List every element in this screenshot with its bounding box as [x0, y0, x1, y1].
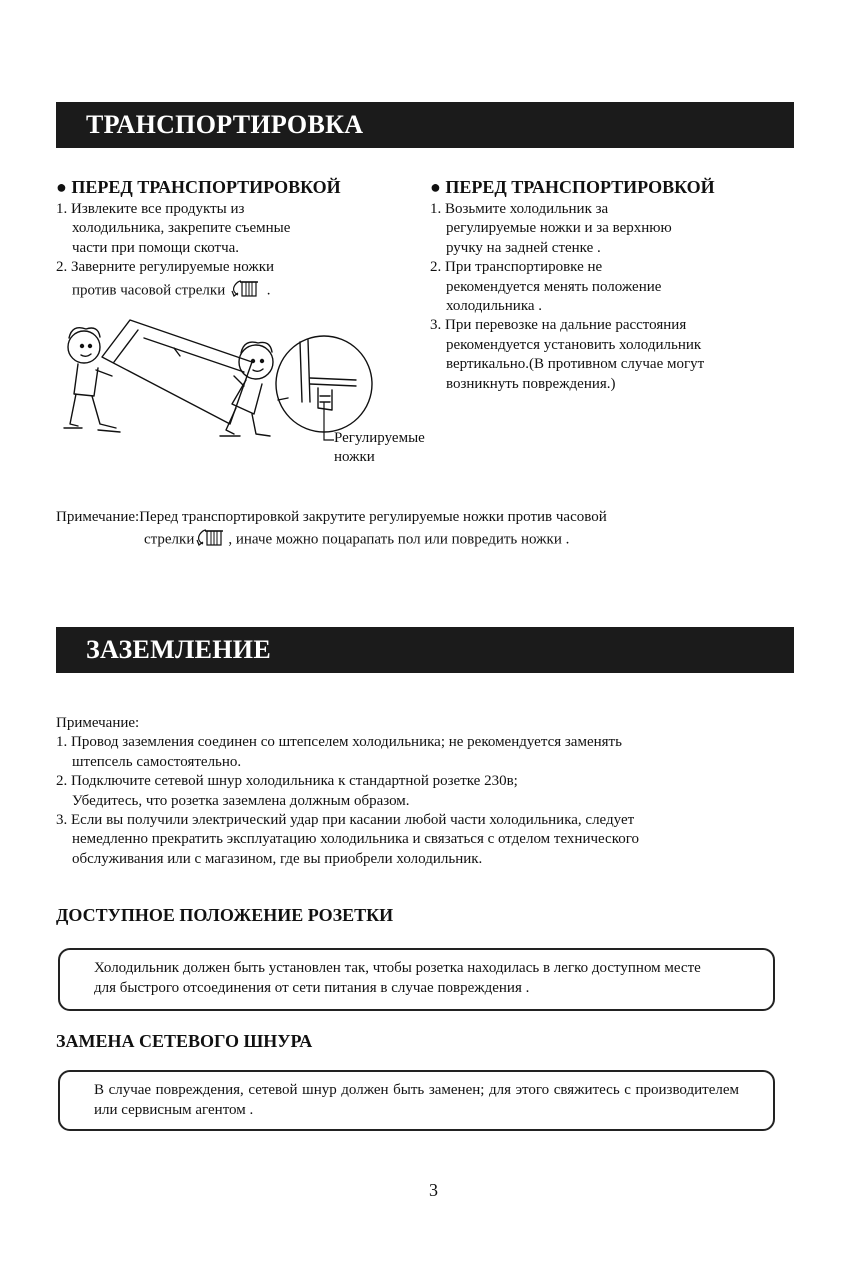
rotate-leg-counterclockwise-icon	[229, 278, 263, 304]
transport-note	[56, 508, 607, 554]
grounding-line: 1. Провод заземления соединен со штепселем холодильника; не рекомендуется заменять	[56, 734, 622, 751]
left-line: части при помощи скотча.	[72, 239, 240, 256]
grounding-text	[56, 714, 639, 869]
right-column-heading: ● ПЕРЕД ТРАНСПОРТИРОВКОЙ	[430, 177, 715, 197]
socket-info-box	[58, 948, 775, 1011]
grounding-title: ЗАЗЕМЛЕНИЕ	[86, 635, 271, 664]
transport-note-line: Примечание:Перед транспортировкой закрутите регулируемые ножки против часовой	[56, 509, 607, 525]
grounding-banner	[56, 627, 794, 673]
cord-info-box	[58, 1070, 775, 1131]
left-line-with-icon: против часовой стрелки .	[56, 278, 290, 304]
grounding-line: штепсель самостоятельно.	[72, 753, 242, 770]
right-line: рекомендуется установить холодильник	[446, 336, 702, 353]
adjustable-legs-label: Регулируемые ножки	[334, 430, 425, 466]
left-line: холодильника, закрепите съемные	[72, 220, 291, 237]
cord-section-title: ЗАМЕНА СЕТЕВОГО ШНУРА	[56, 1031, 313, 1051]
socket-section-title: ДОСТУПНОЕ ПОЛОЖЕНИЕ РОЗЕТКИ	[56, 905, 394, 925]
left-line: 2. Заверните регулируемые ножки	[56, 259, 275, 276]
cord-text: В случае повреждения, сетевой шнур должен быть заменен; для этого свяжитесь с производителем или сервисным агентом .	[94, 1082, 739, 1118]
left-column-heading: ● ПЕРЕД ТРАНСПОРТИРОВКОЙ	[56, 177, 341, 197]
page-number: 3	[429, 1180, 438, 1200]
socket-line: Холодильник должен быть установлен так, чтобы розетка находилась в легко доступном месте	[94, 960, 701, 976]
transport-banner	[56, 102, 794, 148]
right-line: ручку на задней стенке .	[446, 239, 601, 256]
grounding-line: обслуживания или с магазином, где вы приобрели холодильник.	[72, 850, 483, 867]
right-line: вертикально.(В противном случае могут	[446, 356, 705, 373]
transport-note-line: стрелки , иначе можно поцарапать пол или повредить ножки .	[56, 527, 607, 553]
grounding-line: 2. Подключите сетевой шнур холодильника к стандартной розетке 230в;	[56, 773, 518, 790]
right-line: 1. Возьмите холодильник за	[430, 201, 609, 217]
grounding-line: Примечание:	[56, 715, 140, 731]
right-line: регулируемые ножки и за верхнюю	[446, 220, 672, 237]
grounding-line: Убедитесь, что розетка заземлена должным образом.	[72, 792, 410, 809]
left-line: 1. Извлеките все продукты из	[56, 201, 245, 217]
right-line: 3. При перевозке на дальние расстояния	[430, 317, 687, 334]
grounding-line: немедленно прекратить эксплуатацию холодильника и связаться с отделом технического	[72, 831, 640, 848]
right-line: холодильника .	[446, 298, 543, 315]
socket-line: для быстрого отсоединения от сети питания в случае повреждения .	[94, 980, 530, 996]
left-column-text	[56, 200, 290, 304]
right-column-text	[430, 200, 704, 394]
right-line: рекомендуется менять положение	[446, 278, 662, 295]
grounding-line: 3. Если вы получили электрический удар при касании любой части холодильника, следует	[56, 812, 635, 829]
rotate-leg-counterclockwise-icon	[194, 527, 228, 553]
transport-title: ТРАНСПОРТИРОВКА	[86, 110, 364, 139]
right-line: возникнуть повреждения.)	[446, 375, 616, 392]
right-line: 2. При транспортировке не	[430, 259, 603, 276]
